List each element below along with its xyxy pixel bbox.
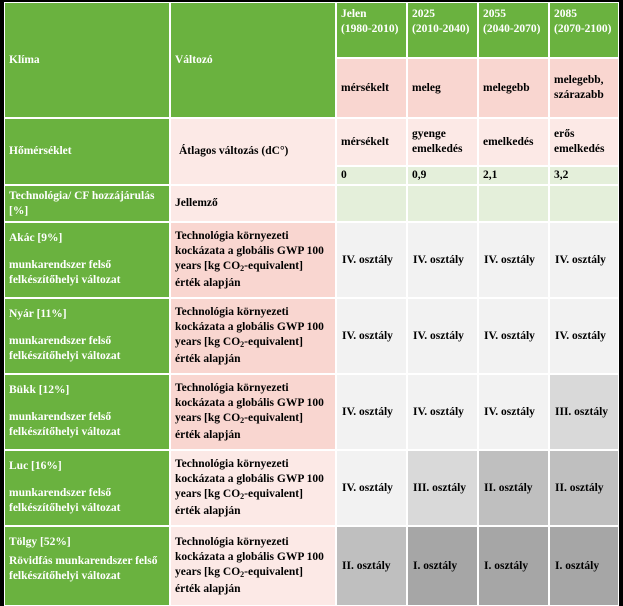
temp-value-text: 0,9 (412, 169, 427, 181)
period-range: (1980-2010) (341, 23, 399, 35)
class-cell (478, 298, 549, 374)
temperature-variable (170, 118, 336, 185)
temp-desc-1 (407, 118, 478, 166)
class-cell (407, 298, 478, 374)
species-name: Nyár [11%] (9, 308, 67, 320)
temp-value-3 (549, 166, 619, 185)
class-text: IV. osztály (555, 253, 606, 266)
risk-text-sub: 2 (240, 492, 245, 501)
period-range: (2010-2040) (412, 23, 470, 35)
class-cell (478, 222, 549, 298)
risk-description (170, 222, 336, 298)
class-text: IV. osztály (555, 329, 606, 342)
period-2 (478, 2, 549, 58)
risk-text-post: -equivalent] érték alapján (175, 566, 303, 595)
risk-text (175, 229, 331, 291)
period-3 (549, 2, 619, 58)
risk-text-post: -equivalent] érték alapján (175, 488, 303, 517)
species-name: Luc [16%] (9, 460, 62, 472)
class-text: IV. osztály (484, 329, 535, 342)
class-cell (478, 450, 549, 526)
species-label (4, 374, 170, 450)
species-variant: munkarendszer felső felkészítőhelyi változat (9, 487, 121, 514)
risk-text-pre: Technológia környezeti kockázata a globális GWP 100 years [kg CO (175, 306, 324, 348)
temp-desc-3 (549, 118, 619, 166)
temp-desc-text: gyenge emelkedés (412, 128, 463, 155)
class-text: I. osztály (484, 559, 529, 572)
risk-text-pre: Technológia környezeti kockázata a globális GWP 100 years [kg CO (175, 536, 324, 578)
temp-value-1 (407, 166, 478, 185)
period-name: Jelen (341, 8, 367, 20)
class-cell (407, 374, 478, 450)
class-cell (407, 222, 478, 298)
header-valtozo (170, 2, 336, 118)
climate-text: mérsékelt (341, 81, 389, 94)
risk-text (175, 535, 331, 597)
species-label (4, 450, 170, 526)
class-text: IV. osztály (413, 329, 464, 342)
temp-desc-text: erős emelkedés (554, 128, 605, 155)
header-klima (4, 2, 170, 118)
period-range: (2070-2100) (554, 23, 612, 35)
temp-desc-text: mérsékelt (341, 135, 389, 148)
risk-description (170, 526, 336, 606)
species-variant: munkarendszer felső felkészítőhelyi változat (9, 259, 121, 286)
temperature-variable-text: Átlagos változás (dC°) (179, 145, 289, 157)
class-text: II. osztály (555, 481, 604, 494)
class-cell (336, 374, 407, 450)
species-label (4, 526, 170, 606)
period-name: 2055 (483, 8, 506, 20)
risk-text-pre: Technológia környezeti kockázata a globális GWP 100 years [kg CO (175, 458, 324, 500)
header-klima-text: Klíma (9, 53, 40, 66)
class-cell (407, 526, 478, 606)
tech-empty-2 (478, 185, 549, 222)
risk-text-post: -equivalent] érték alapján (175, 412, 303, 441)
class-cell (549, 298, 619, 374)
risk-description (170, 374, 336, 450)
risk-text-pre: Technológia környezeti kockázata a globális GWP 100 years [kg CO (175, 382, 324, 424)
temp-value-text: 0 (341, 169, 347, 181)
risk-text-sub: 2 (240, 416, 245, 425)
climate-text: melegebb (483, 81, 530, 94)
temperature-label-text: Hőmérséklet (9, 145, 72, 157)
class-text: IV. osztály (484, 253, 535, 266)
class-cell (336, 450, 407, 526)
class-text: I. osztály (413, 559, 458, 572)
class-text: III. osztály (555, 405, 609, 418)
climate-text: melegebb, szárazabb (554, 74, 604, 101)
species-variant: Rövidfás munkarendszer felső felkészítőhelyi változat (9, 555, 158, 582)
temp-desc-text: emelkedés (483, 135, 534, 148)
risk-text-sub: 2 (240, 570, 245, 579)
risk-text (175, 305, 331, 367)
climate-0 (336, 58, 407, 118)
risk-text-sub: 2 (240, 264, 245, 273)
species-variant: munkarendszer felső felkészítőhelyi változat (9, 411, 121, 438)
climate-1 (407, 58, 478, 118)
risk-text-post: -equivalent] érték alapján (175, 260, 303, 289)
temp-desc-2 (478, 118, 549, 166)
risk-description (170, 450, 336, 526)
climate-3 (549, 58, 619, 118)
class-text: IV. osztály (413, 253, 464, 266)
class-cell (549, 450, 619, 526)
species-name: Bükk [12%] (9, 384, 70, 396)
class-text: IV. osztály (342, 481, 393, 494)
class-cell (336, 298, 407, 374)
class-text: IV. osztály (342, 253, 393, 266)
period-name: 2025 (412, 8, 435, 20)
class-text: IV. osztály (484, 405, 535, 418)
technology-label-text: Technológia/ CF hozzájárulás [%] (9, 189, 155, 217)
risk-text (175, 381, 331, 443)
header-valtozo-text: Változó (175, 53, 213, 66)
risk-text-sub: 2 (240, 340, 245, 349)
temp-value-text: 3,2 (554, 169, 569, 181)
species-label (4, 298, 170, 374)
temp-value-text: 2,1 (483, 169, 498, 181)
class-cell (407, 450, 478, 526)
class-cell (549, 526, 619, 606)
class-text: IV. osztály (342, 329, 393, 342)
risk-text (175, 457, 331, 519)
risk-description (170, 298, 336, 374)
species-variant: munkarendszer felső felkészítőhelyi változat (9, 335, 121, 362)
tech-empty-1 (407, 185, 478, 222)
class-text: III. osztály (413, 481, 467, 494)
technology-label (4, 185, 170, 222)
period-range: (2040-2070) (483, 23, 541, 35)
temperature-label (4, 118, 170, 185)
class-cell (478, 526, 549, 606)
climate-text: meleg (412, 81, 441, 94)
tech-empty-3 (549, 185, 619, 222)
species-label (4, 222, 170, 298)
tech-empty-0 (336, 185, 407, 222)
risk-text-post: -equivalent] érték alapján (175, 336, 303, 365)
class-cell (549, 374, 619, 450)
climate-2 (478, 58, 549, 118)
class-text: IV. osztály (342, 405, 393, 418)
class-text: I. osztály (555, 559, 600, 572)
risk-text-pre: Technológia környezeti kockázata a globális GWP 100 years [kg CO (175, 230, 324, 272)
period-name: 2085 (554, 8, 577, 20)
technology-variable-text: Jellemző (175, 197, 218, 209)
temp-desc-0 (336, 118, 407, 166)
technology-variable (170, 185, 336, 222)
temp-value-2 (478, 166, 549, 185)
class-cell (549, 222, 619, 298)
period-1 (407, 2, 478, 58)
class-cell (336, 526, 407, 606)
class-text: II. osztály (484, 481, 533, 494)
period-0 (336, 2, 407, 58)
species-name: Akác [9%] (9, 232, 63, 244)
species-name: Tölgy [52%] (9, 536, 71, 548)
temp-value-0 (336, 166, 407, 185)
class-cell (336, 222, 407, 298)
class-cell (478, 374, 549, 450)
class-text: IV. osztály (413, 405, 464, 418)
class-text: II. osztály (342, 559, 391, 572)
